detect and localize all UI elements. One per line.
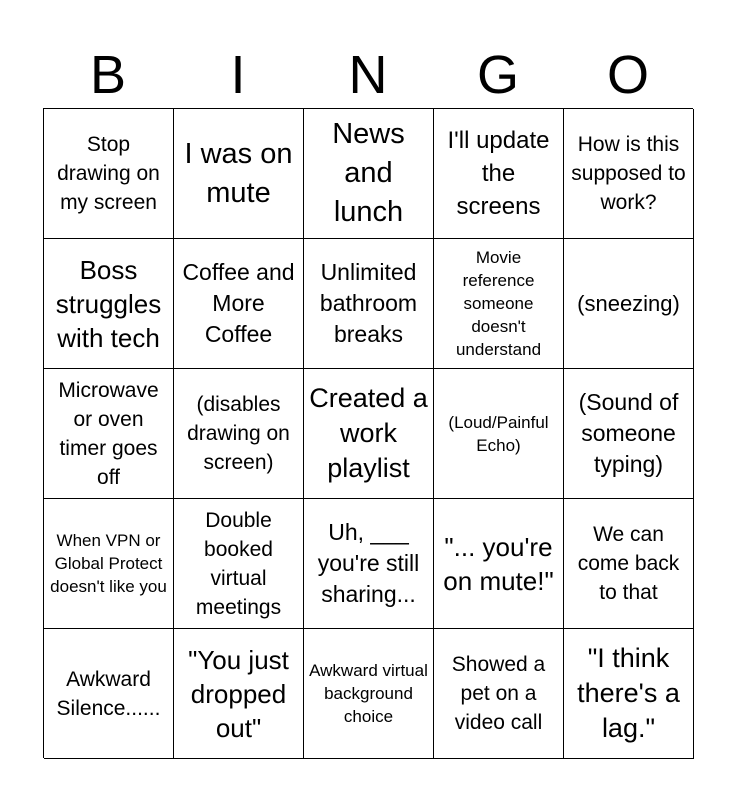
- bingo-cell-text: How is this supposed to work?: [571, 133, 686, 214]
- bingo-cell-text: Boss struggles with tech: [55, 254, 162, 353]
- bingo-cell-r4c5[interactable]: [564, 499, 694, 629]
- bingo-header: [43, 42, 693, 108]
- bingo-cell-r3c2[interactable]: [174, 369, 304, 499]
- bingo-cell-r5c2[interactable]: [174, 629, 304, 759]
- bingo-cell-r2c5[interactable]: [564, 239, 694, 369]
- bingo-cell-text: Stop drawing on my screen: [57, 133, 160, 214]
- bingo-cell-text: I'll update the screens: [447, 127, 550, 220]
- bingo-cell-text: Showed a pet on a video call: [451, 653, 546, 734]
- bingo-cell-r3c5[interactable]: [564, 369, 694, 499]
- bingo-cell-text: Coffee and More Coffee: [182, 259, 295, 347]
- header-letter-o: O: [606, 45, 649, 105]
- bingo-cell-text: When VPN or Global Protect doesn't like you: [50, 531, 167, 596]
- bingo-cell-r3c3[interactable]: [304, 369, 434, 499]
- bingo-cell-text: Awkward virtual background choice: [309, 661, 428, 726]
- bingo-cell-r2c1[interactable]: [44, 239, 174, 369]
- bingo-cell-r4c3[interactable]: [304, 499, 434, 629]
- bingo-cell-text: "You just dropped out": [188, 644, 289, 743]
- bingo-cell-r3c4[interactable]: [434, 369, 564, 499]
- bingo-cell-r4c4[interactable]: [434, 499, 564, 629]
- bingo-cell-text: Movie reference someone doesn't understand: [455, 248, 542, 359]
- bingo-cell-r5c3[interactable]: [304, 629, 434, 759]
- bingo-cell-r5c4[interactable]: [434, 629, 564, 759]
- bingo-cell-text: Uh, ___ you're still sharing...: [317, 519, 420, 607]
- bingo-cell-r2c3[interactable]: [304, 239, 434, 369]
- bingo-cell-r2c2[interactable]: [174, 239, 304, 369]
- bingo-cell-r5c5[interactable]: [564, 629, 694, 759]
- bingo-cell-r1c1[interactable]: [44, 109, 174, 239]
- header-letter-n: N: [348, 45, 388, 105]
- bingo-cell-text: I was on mute: [184, 137, 293, 209]
- header-letter-b: B: [89, 45, 127, 105]
- bingo-cell-r1c5[interactable]: [564, 109, 694, 239]
- bingo-cell-r3c1[interactable]: [44, 369, 174, 499]
- bingo-cell-r2c4[interactable]: [434, 239, 564, 369]
- bingo-cell-text: Double booked virtual meetings: [195, 508, 282, 619]
- bingo-cell-text: (Sound of someone typing): [578, 389, 679, 477]
- bingo-cell-text: (disables drawing on screen): [187, 393, 290, 474]
- bingo-cell-text: "... you're on mute!": [443, 531, 554, 596]
- bingo-cell-text: (Loud/Painful Echo): [448, 412, 549, 455]
- header-letter-i: I: [230, 45, 246, 105]
- bingo-cell-text: Awkward Silence......: [56, 667, 161, 720]
- bingo-cell-r4c1[interactable]: [44, 499, 174, 629]
- header-letter-g: G: [476, 45, 519, 105]
- bingo-cell-r1c2[interactable]: [174, 109, 304, 239]
- bingo-cell-text: Microwave or oven timer goes off: [58, 378, 159, 489]
- bingo-cell-text: Unlimited bathroom breaks: [319, 259, 418, 347]
- bingo-cell-r1c4[interactable]: [434, 109, 564, 239]
- bingo-cell-r1c3[interactable]: [304, 109, 434, 239]
- bingo-cell-r4c2[interactable]: [174, 499, 304, 629]
- bingo-cell-text: (sneezing): [577, 291, 680, 316]
- bingo-cell-text: We can come back to that: [577, 523, 680, 604]
- bingo-cell-text: Created a work playlist: [309, 383, 428, 483]
- bingo-cell-text: News and lunch: [332, 118, 405, 228]
- bingo-card-grid: [43, 108, 693, 758]
- bingo-cell-text: "I think there's a lag.": [577, 643, 680, 743]
- bingo-cell-r5c1[interactable]: [44, 629, 174, 759]
